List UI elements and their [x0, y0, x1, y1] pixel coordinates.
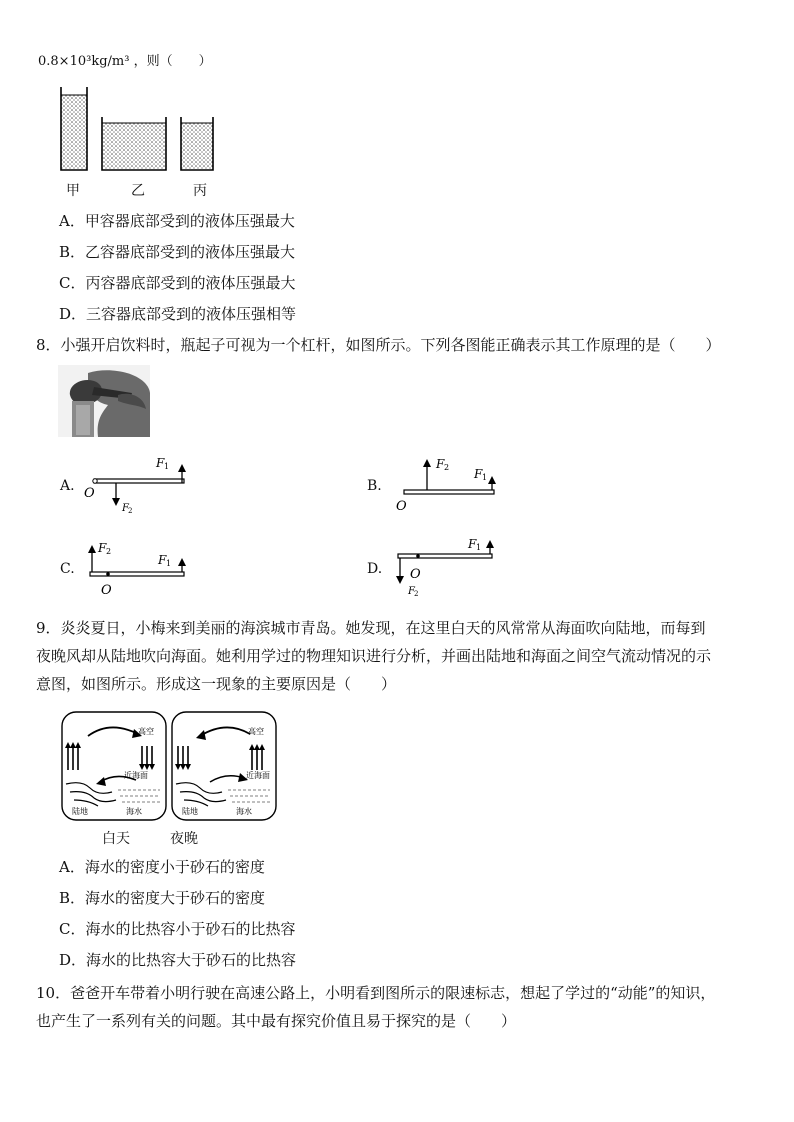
q7-containers-figure [55, 85, 225, 175]
bottle-opener-photo [58, 365, 150, 437]
q7-option-a: A．甲容器底部受到的液体压强最大 [59, 212, 295, 230]
q9-stem [36, 614, 760, 698]
night-sea-label: 海水 [236, 807, 252, 816]
q9-option-a: A．海水的密度小于砂石的密度 [59, 858, 265, 876]
q10-stem-line1: 10．爸爸开车带着小明行驶在高速公路上，小明看到图所示的限速标志，想起了学过的“动能”的知识， [36, 984, 716, 1002]
q8d-f1-sub: 1 [476, 543, 482, 552]
q8a-f2-sub: 2 [128, 507, 133, 515]
q8d-f2: F [408, 586, 415, 597]
q8c-pivot: O [101, 583, 112, 598]
q7-option-c: C．丙容器底部受到的液体压强最大 [59, 274, 296, 292]
q10-stem-line2: 也产生了一系列有关的问题。其中最有探究价值且易于探究的是（ ） [36, 1012, 517, 1030]
day-sea-label: 海水 [126, 807, 142, 816]
q9-day-diagram [60, 710, 168, 822]
q8b-f1: F [474, 467, 483, 481]
q8b-f2: F [436, 457, 445, 471]
q8d-f2-sub: 2 [414, 590, 419, 598]
q8b-f2-sub: 2 [444, 463, 450, 472]
q8c-f1-sub: 1 [166, 559, 172, 568]
q8-option-d-letter: D. [367, 561, 383, 577]
day-land-label: 陆地 [72, 807, 88, 816]
q8b-f1-sub: 1 [482, 473, 488, 482]
q8a-f1: F [156, 456, 165, 470]
q8c-f2: F [98, 541, 107, 555]
label-yi: 乙 [131, 183, 145, 199]
q8-diagram-a [82, 455, 192, 517]
container-bing [181, 117, 213, 170]
q8d-f1: F [468, 537, 477, 551]
caption-night: 夜晚 [170, 831, 198, 847]
q8-diagram-c [82, 538, 192, 600]
caption-day: 白天 [102, 831, 130, 847]
q9-stem-line1: 9．炎炎夏日，小梅来到美丽的海滨城市青岛。她发现，在这里白天的风常常从海面吹向陆地，而每到 [36, 619, 706, 637]
q8-diagram-b [392, 452, 502, 514]
container-yi [102, 117, 166, 170]
q8c-f1: F [158, 553, 167, 567]
night-near-sea-label: 近海面 [246, 771, 270, 780]
q8-diagram-d [390, 536, 500, 600]
label-bing: 丙 [193, 183, 207, 199]
q9-stem-line2: 夜晚风却从陆地吹向海面。她利用学过的物理知识进行分析，并画出陆地和海面之间空气流动情况的示 [36, 647, 712, 665]
q7-option-b: B．乙容器底部受到的液体压强最大 [59, 243, 296, 261]
label-jia: 甲 [66, 183, 80, 199]
q8-stem: 8．小强开启饮料时，瓶起子可视为一个杠杆，如图所示。下列各图能正确表示其工作原理的是（ ） [36, 336, 721, 354]
q9-stem-line3: 意图，如图所示。形成这一现象的主要原因是（ ） [36, 675, 397, 693]
day-high-label: 高空 [138, 727, 154, 736]
q9-option-d: D．海水的比热容大于砂石的比热容 [59, 951, 297, 969]
q8a-f2: F [122, 503, 129, 514]
q8-option-a-letter: A. [60, 478, 75, 494]
night-land-label: 陆地 [182, 807, 198, 816]
q7-option-d: D．三容器底部受到的液体压强相等 [59, 305, 297, 323]
q8a-f1-sub: 1 [164, 462, 170, 471]
q8c-f2-sub: 2 [106, 547, 112, 556]
night-high-label: 高空 [248, 727, 264, 736]
q8-option-c-letter: C. [60, 561, 75, 577]
q8b-pivot: O [396, 499, 407, 514]
q9-option-b: B．海水的密度大于砂石的密度 [59, 889, 266, 907]
q10-stem [36, 979, 760, 1035]
container-jia [61, 87, 87, 170]
q8d-pivot: O [410, 567, 421, 582]
day-near-sea-label: 近海面 [124, 771, 148, 780]
q8a-pivot: O [84, 486, 95, 501]
q9-option-c: C．海水的比热容小于砂石的比热容 [59, 920, 296, 938]
q9-night-diagram [170, 710, 278, 822]
q8-option-b-letter: B. [367, 478, 382, 494]
q7-intro: 0.8×10³kg/m³ ，则（ ） [38, 54, 212, 69]
